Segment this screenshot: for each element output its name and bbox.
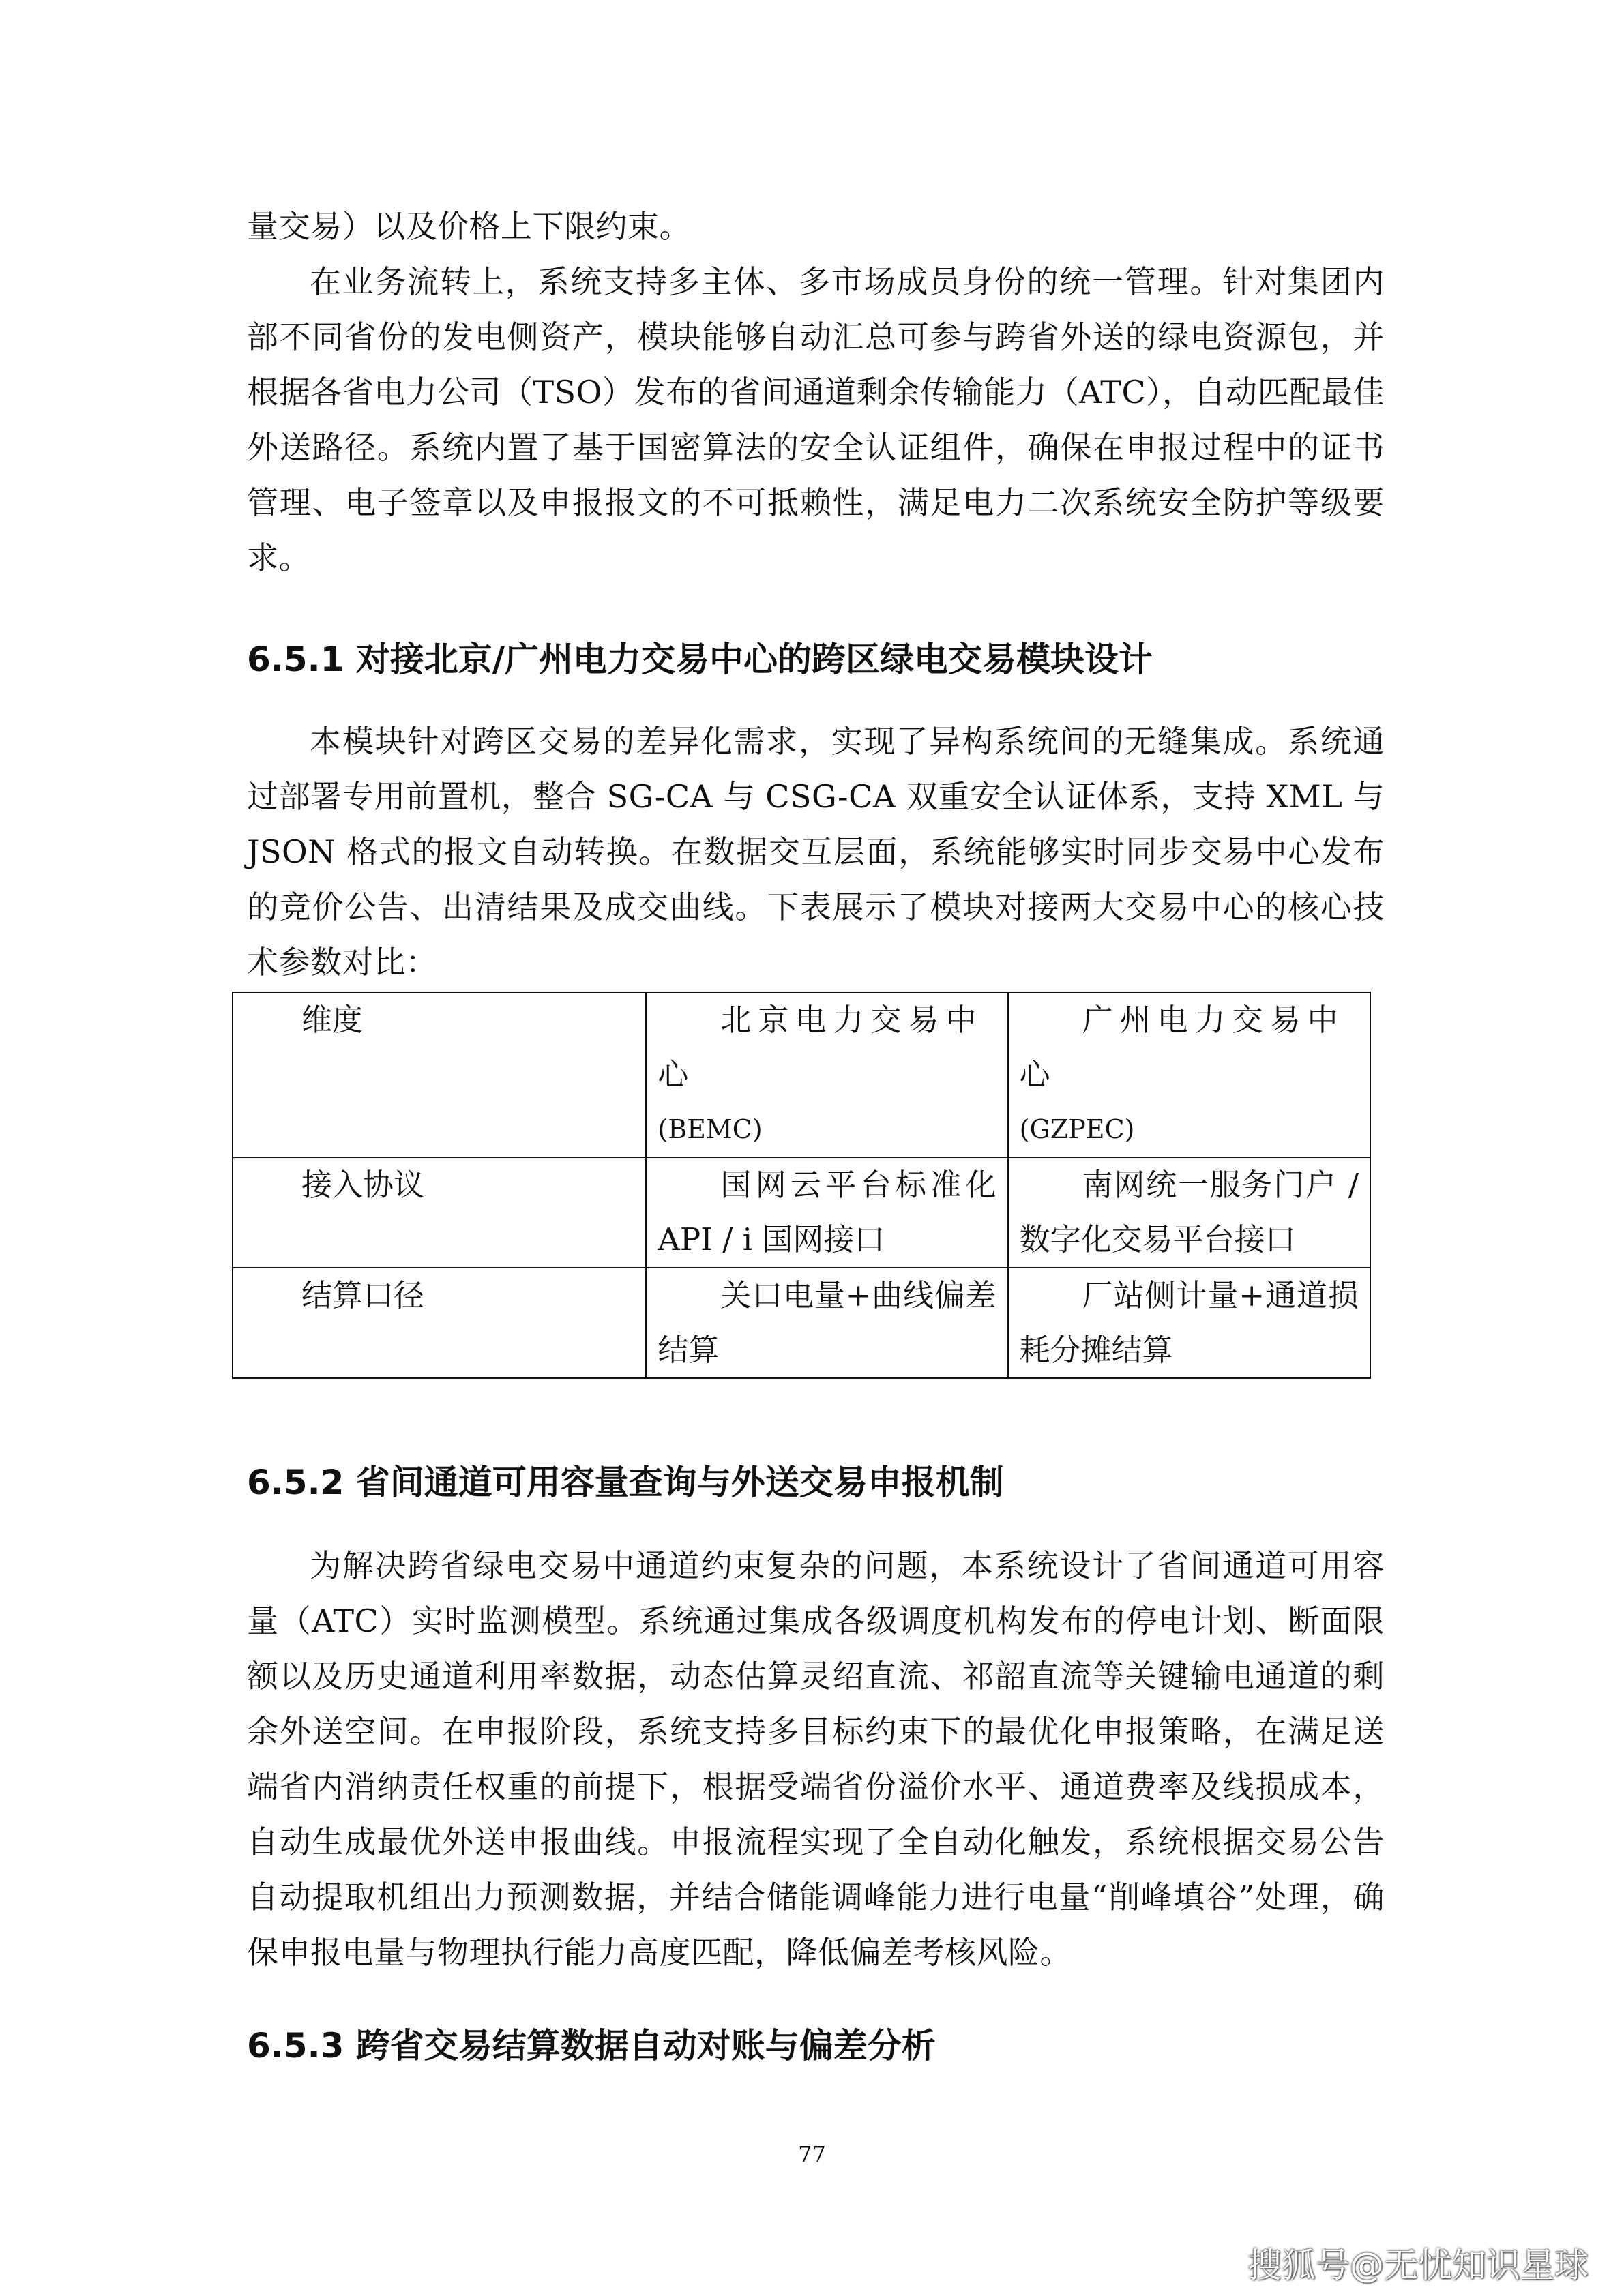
table-header-dimension	[233, 992, 646, 1157]
row-guangzhou-cell	[1008, 1157, 1370, 1268]
section-heading-6-5-3: 6.5.3 跨省交易结算数据自动对账与偏差分析	[247, 2026, 936, 2066]
comparison-table	[232, 992, 1371, 1379]
section-heading-6-5-1: 6.5.1 对接北京/广州电力交易中心的跨区绿电交易模块设计	[247, 640, 1153, 679]
table-row	[233, 1268, 1370, 1378]
table-header-row	[233, 992, 1370, 1157]
row-guangzhou-cell	[1008, 1268, 1370, 1378]
row-beijing-text: 关口电量+曲线偏差结算	[658, 1277, 996, 1368]
watermark: 搜狐号@无忧知识星球	[1247, 2246, 1589, 2285]
header-guangzhou-label: 广州电力交易中心	[1019, 1002, 1345, 1092]
table-header-guangzhou	[1008, 992, 1370, 1157]
row-beijing-text: 国网云平台标准化 API / i 国网接口	[658, 1167, 996, 1257]
table-header-beijing	[646, 992, 1007, 1157]
paragraph-atc-mechanism: 为解决跨省绿电交易中通道约束复杂的问题，本系统设计了省间通道可用容量（ATC）实时监测模型。系统通过集成各级调度机构发布的停电计划、断面限额以及历史通道利用率数据，动态估算灵绍直流、祁韶直流等关键输电通道的剩余外送空间。在申报阶段，系统支持多目标约束下的最优化申报策略，在满足送端省内消纳责任权重的前提下，根据受端省份溢价水平、通道费率及线损成本，自动生成最优外送申报曲线。申报流程实现了全自动化触发，系统根据交易公告自动提取机组出力预测数据，并结合储能调峰能力进行电量“削峰填谷”处理，确保申报电量与物理执行能力高度匹配，降低偏差考核风险。	[247, 1547, 1385, 1971]
row-guangzhou-text: 厂站侧计量+通道损耗分摊结算	[1019, 1277, 1359, 1368]
row-dimension-cell: 接入协议	[233, 1157, 646, 1268]
header-dimension-label: 维度	[301, 1002, 364, 1038]
paragraph-business-flow: 在业务流转上，系统支持多主体、多市场成员身份的统一管理。针对集团内部不同省份的发电侧资产，模块能够自动汇总可参与跨省外送的绿电资源包，并根据各省电力公司（TSO）发布的省间通道剩余传输能力（ATC），自动匹配最佳外送路径。系统内置了基于国密算法的安全认证组件，确保在申报过程中的证书管理、电子签章以及申报报文的不可抵赖性，满足电力二次系统安全防护等级要求。	[247, 263, 1385, 576]
table-row	[233, 1157, 1370, 1268]
header-guangzhou-abbr: (GZPEC)	[1019, 1114, 1135, 1144]
section-heading-6-5-2: 6.5.2 省间通道可用容量查询与外送交易申报机制	[247, 1463, 1004, 1502]
row-beijing-cell	[646, 1157, 1007, 1268]
row-guangzhou-text: 南网统一服务门户 / 数字化交易平台接口	[1019, 1167, 1359, 1257]
paragraph-module-intro: 本模块针对跨区交易的差异化需求，实现了异构系统间的无缝集成。系统通过部署专用前置机，整合 SG-CA 与 CSG-CA 双重安全认证体系，支持 XML 与 JSON 格式的报文自动转换。在数据交互层面，系统能够实时同步交易中心发布的竞价公告、出清结果及成交曲线。下表展示了模块对接两大交易中心的核心技术参数对比：	[247, 723, 1385, 981]
page-number: 77	[798, 2141, 826, 2167]
row-beijing-cell	[646, 1268, 1007, 1378]
header-beijing-abbr: (BEMC)	[658, 1114, 763, 1144]
paragraph-continuation: 量交易）以及价格上下限约束。	[247, 208, 691, 245]
header-beijing-label: 北京电力交易中心	[658, 1002, 984, 1092]
row-dimension-cell: 结算口径	[233, 1268, 646, 1378]
page-content	[247, 199, 1385, 2073]
